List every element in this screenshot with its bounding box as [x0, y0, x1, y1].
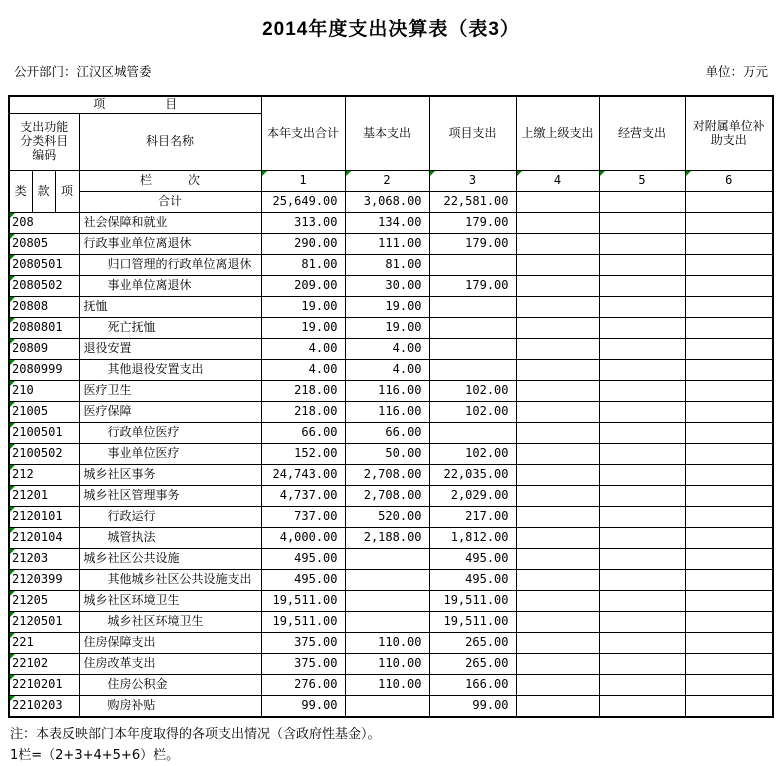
- value-cell: [516, 423, 599, 444]
- table-row: [9, 360, 773, 381]
- subject-name-cell: 行政单位医疗: [79, 423, 261, 444]
- error-triangle-icon: [10, 381, 15, 386]
- table-row: [9, 654, 773, 675]
- expenditure-table: [8, 95, 774, 718]
- table-row: [9, 255, 773, 276]
- value-cell: 102.00: [429, 402, 516, 423]
- value-cell: 110.00: [345, 654, 429, 675]
- value-cell: [429, 360, 516, 381]
- error-triangle-icon: [10, 612, 15, 617]
- value-cell: 19.00: [261, 297, 345, 318]
- table-row: [9, 297, 773, 318]
- value-cell: 218.00: [261, 402, 345, 423]
- error-triangle-icon: [686, 171, 691, 176]
- code-cell: 20809: [9, 339, 79, 360]
- value-cell: 30.00: [345, 276, 429, 297]
- subject-name-cell: 城乡社区管理事务: [79, 486, 261, 507]
- value-cell: [599, 507, 685, 528]
- value-cell: 111.00: [345, 234, 429, 255]
- value-cell: [429, 297, 516, 318]
- value-cell: [599, 234, 685, 255]
- value-cell: [516, 255, 599, 276]
- value-cell: 24,743.00: [261, 465, 345, 486]
- value-cell: [685, 528, 773, 549]
- error-triangle-icon: [10, 360, 15, 365]
- value-cell: [685, 213, 773, 234]
- value-cell: [685, 591, 773, 612]
- value-cell: 66.00: [345, 423, 429, 444]
- value-cell: 99.00: [429, 696, 516, 718]
- department-label: 公开部门：江汉区城管委: [14, 64, 152, 79]
- subject-name-cell: 其他退役安置支出: [79, 360, 261, 381]
- total-row: [9, 192, 773, 213]
- value-cell: 134.00: [345, 213, 429, 234]
- value-cell: [516, 633, 599, 654]
- table-row: [9, 591, 773, 612]
- table-row: [9, 486, 773, 507]
- table-row: [9, 528, 773, 549]
- value-cell: 22,035.00: [429, 465, 516, 486]
- value-cell: 102.00: [429, 444, 516, 465]
- code-cell: 2120399: [9, 570, 79, 591]
- error-triangle-icon: [10, 654, 15, 659]
- subject-name-cell: 城管执法: [79, 528, 261, 549]
- value-cell: 313.00: [261, 213, 345, 234]
- value-cell: 375.00: [261, 654, 345, 675]
- value-cell: [599, 612, 685, 633]
- value-cell: 179.00: [429, 234, 516, 255]
- value-cell: [685, 276, 773, 297]
- value-cell: [516, 339, 599, 360]
- value-cell: [429, 318, 516, 339]
- value-cell: [516, 486, 599, 507]
- unit-label: 单位：万元: [705, 64, 768, 79]
- error-triangle-icon: [430, 171, 435, 176]
- error-triangle-icon: [10, 696, 15, 701]
- error-triangle-icon: [10, 528, 15, 533]
- subject-name-cell: 城乡社区公共设施: [79, 549, 261, 570]
- value-cell: 179.00: [429, 213, 516, 234]
- column-header-operating: 经营支出: [599, 96, 685, 171]
- value-cell: 4.00: [345, 339, 429, 360]
- value-cell: [516, 696, 599, 718]
- error-triangle-icon: [10, 297, 15, 302]
- value-cell: [599, 339, 685, 360]
- value-cell: [599, 654, 685, 675]
- value-cell: 2,708.00: [345, 465, 429, 486]
- value-cell: [685, 339, 773, 360]
- value-cell: [599, 633, 685, 654]
- code-cell: 2100502: [9, 444, 79, 465]
- subject-name-cell: 购房补贴: [79, 696, 261, 718]
- value-cell: [516, 444, 599, 465]
- error-triangle-icon: [10, 255, 15, 260]
- error-triangle-icon: [10, 339, 15, 344]
- total-label-cell: 合计: [79, 192, 261, 213]
- value-cell: [516, 612, 599, 633]
- total-value-cell: [599, 192, 685, 213]
- value-cell: 19,511.00: [429, 591, 516, 612]
- subject-name-cell: 城乡社区环境卫生: [79, 591, 261, 612]
- subject-name-cell: 医疗保障: [79, 402, 261, 423]
- subject-name-cell: 住房改革支出: [79, 654, 261, 675]
- error-triangle-icon: [346, 171, 351, 176]
- value-cell: 116.00: [345, 402, 429, 423]
- subject-name-cell: 死亡抚恤: [79, 318, 261, 339]
- total-value-cell: [516, 192, 599, 213]
- value-cell: [516, 234, 599, 255]
- total-value-cell: 3,068.00: [345, 192, 429, 213]
- table-row: [9, 402, 773, 423]
- footnote-line: 注：本表反映部门本年度取得的各项支出情况（含政府性基金）。: [10, 727, 381, 742]
- code-cell: 21205: [9, 591, 79, 612]
- value-cell: [516, 318, 599, 339]
- value-cell: [516, 465, 599, 486]
- subject-name-cell: 城乡社区环境卫生: [79, 612, 261, 633]
- subject-name-cell: 退役安置: [79, 339, 261, 360]
- table-row: [9, 423, 773, 444]
- subject-name-cell: 行政运行: [79, 507, 261, 528]
- value-cell: [599, 591, 685, 612]
- code-cell: 2080801: [9, 318, 79, 339]
- code-cell: 2210201: [9, 675, 79, 696]
- code-cell: 21005: [9, 402, 79, 423]
- column-header-basic: 基本支出: [345, 96, 429, 171]
- code-cell: 2100501: [9, 423, 79, 444]
- subject-name-cell: 事业单位离退休: [79, 276, 261, 297]
- table-row: [9, 612, 773, 633]
- table-row: [9, 213, 773, 234]
- value-cell: [685, 612, 773, 633]
- subject-name-cell: 城乡社区事务: [79, 465, 261, 486]
- subject-name-cell: 其他城乡社区公共设施支出: [79, 570, 261, 591]
- value-cell: [516, 591, 599, 612]
- error-triangle-icon: [10, 402, 15, 407]
- value-cell: [516, 507, 599, 528]
- error-triangle-icon: [10, 507, 15, 512]
- section-header-cell: 款: [32, 171, 55, 213]
- error-triangle-icon: [517, 171, 522, 176]
- error-triangle-icon: [10, 591, 15, 596]
- value-cell: [516, 360, 599, 381]
- value-cell: [345, 612, 429, 633]
- class-header-cell: 类: [9, 171, 32, 213]
- column-number-cell: 4: [516, 171, 599, 192]
- value-cell: 19.00: [345, 297, 429, 318]
- value-cell: 290.00: [261, 234, 345, 255]
- value-cell: 19,511.00: [261, 612, 345, 633]
- value-cell: [685, 696, 773, 718]
- error-triangle-icon: [10, 465, 15, 470]
- value-cell: 495.00: [429, 549, 516, 570]
- value-cell: [516, 213, 599, 234]
- value-cell: [685, 507, 773, 528]
- header-row-lanci: [9, 171, 773, 192]
- code-cell: 210: [9, 381, 79, 402]
- value-cell: [516, 675, 599, 696]
- code-cell: 22102: [9, 654, 79, 675]
- value-cell: [685, 381, 773, 402]
- table-row: [9, 507, 773, 528]
- total-value-cell: 25,649.00: [261, 192, 345, 213]
- footnote-line: 1栏=（2+3+4+5+6）栏。: [10, 748, 180, 763]
- value-cell: [599, 255, 685, 276]
- value-cell: [599, 444, 685, 465]
- value-cell: 81.00: [345, 255, 429, 276]
- meta-row: [14, 62, 768, 80]
- value-cell: [429, 339, 516, 360]
- value-cell: [599, 402, 685, 423]
- value-cell: 50.00: [345, 444, 429, 465]
- value-cell: 2,029.00: [429, 486, 516, 507]
- code-cell: 2080501: [9, 255, 79, 276]
- value-cell: [599, 360, 685, 381]
- column-header-subsidy: 对附属单位补助支出: [685, 96, 773, 171]
- table-row: [9, 318, 773, 339]
- column-number-cell: 3: [429, 171, 516, 192]
- code-cell: 20808: [9, 297, 79, 318]
- value-cell: [599, 381, 685, 402]
- code-cell: 2080999: [9, 360, 79, 381]
- value-cell: 520.00: [345, 507, 429, 528]
- page-title: 2014年度支出决算表（表3）: [262, 19, 520, 40]
- column-header-project-exp: 项目支出: [429, 96, 516, 171]
- column-number-cell: 1: [261, 171, 345, 192]
- value-cell: 19.00: [261, 318, 345, 339]
- value-cell: 99.00: [261, 696, 345, 718]
- value-cell: [685, 318, 773, 339]
- error-triangle-icon: [262, 171, 267, 176]
- value-cell: [685, 549, 773, 570]
- column-header-upper: 上缴上级支出: [516, 96, 599, 171]
- error-triangle-icon: [600, 171, 605, 176]
- value-cell: [345, 549, 429, 570]
- value-cell: [685, 423, 773, 444]
- value-cell: [516, 402, 599, 423]
- value-cell: 375.00: [261, 633, 345, 654]
- error-triangle-icon: [10, 213, 15, 218]
- value-cell: 218.00: [261, 381, 345, 402]
- value-cell: 66.00: [261, 423, 345, 444]
- value-cell: 495.00: [429, 570, 516, 591]
- value-cell: [599, 276, 685, 297]
- error-triangle-icon: [10, 276, 15, 281]
- value-cell: 4.00: [261, 339, 345, 360]
- table-body: [9, 213, 773, 718]
- value-cell: [599, 213, 685, 234]
- subject-name-cell: 医疗卫生: [79, 381, 261, 402]
- value-cell: 1,812.00: [429, 528, 516, 549]
- value-cell: 110.00: [345, 633, 429, 654]
- code-cell: 2120101: [9, 507, 79, 528]
- value-cell: 217.00: [429, 507, 516, 528]
- value-cell: [345, 570, 429, 591]
- subject-name-cell: 社会保障和就业: [79, 213, 261, 234]
- total-value-cell: [685, 192, 773, 213]
- value-cell: [516, 297, 599, 318]
- subject-name-cell: 事业单位医疗: [79, 444, 261, 465]
- value-cell: [599, 549, 685, 570]
- code-cell: 2120104: [9, 528, 79, 549]
- value-cell: [429, 423, 516, 444]
- error-triangle-icon: [10, 234, 15, 239]
- error-triangle-icon: [10, 444, 15, 449]
- value-cell: 2,708.00: [345, 486, 429, 507]
- value-cell: 4,000.00: [261, 528, 345, 549]
- table-row: [9, 465, 773, 486]
- value-cell: [685, 654, 773, 675]
- code-cell: 21201: [9, 486, 79, 507]
- table-row: [9, 339, 773, 360]
- value-cell: [599, 696, 685, 718]
- code-cell: 208: [9, 213, 79, 234]
- error-triangle-icon: [10, 633, 15, 638]
- subject-header-cell: 科目名称: [79, 114, 261, 171]
- value-cell: 81.00: [261, 255, 345, 276]
- header-row-project: [9, 96, 773, 114]
- value-cell: [685, 402, 773, 423]
- value-cell: [516, 381, 599, 402]
- value-cell: [516, 654, 599, 675]
- value-cell: 116.00: [345, 381, 429, 402]
- value-cell: [685, 486, 773, 507]
- subject-name-cell: 行政事业单位离退休: [79, 234, 261, 255]
- item-header-cell: 项: [55, 171, 79, 213]
- value-cell: [685, 444, 773, 465]
- value-cell: [516, 528, 599, 549]
- value-cell: [599, 318, 685, 339]
- value-cell: 276.00: [261, 675, 345, 696]
- column-number-cell: 5: [599, 171, 685, 192]
- value-cell: [685, 465, 773, 486]
- value-cell: [685, 633, 773, 654]
- table-row: [9, 381, 773, 402]
- value-cell: [599, 570, 685, 591]
- table-row: [9, 276, 773, 297]
- footnotes: [10, 724, 782, 766]
- value-cell: 265.00: [429, 654, 516, 675]
- value-cell: 110.00: [345, 675, 429, 696]
- value-cell: 209.00: [261, 276, 345, 297]
- value-cell: [685, 360, 773, 381]
- value-cell: 166.00: [429, 675, 516, 696]
- value-cell: [685, 570, 773, 591]
- lanci-header-cell: 栏 次: [79, 171, 261, 192]
- value-cell: 2,188.00: [345, 528, 429, 549]
- subject-name-cell: 抚恤: [79, 297, 261, 318]
- code-cell: 2120501: [9, 612, 79, 633]
- code-header-cell: 支出功能分类科目编码: [9, 114, 79, 171]
- value-cell: 265.00: [429, 633, 516, 654]
- subject-name-cell: 归口管理的行政单位离退休: [79, 255, 261, 276]
- value-cell: [345, 696, 429, 718]
- error-triangle-icon: [10, 675, 15, 680]
- column-header-total: 本年支出合计: [261, 96, 345, 171]
- value-cell: 152.00: [261, 444, 345, 465]
- code-cell: 20805: [9, 234, 79, 255]
- value-cell: [345, 591, 429, 612]
- value-cell: [516, 276, 599, 297]
- value-cell: 495.00: [261, 570, 345, 591]
- value-cell: 4,737.00: [261, 486, 345, 507]
- code-cell: 221: [9, 633, 79, 654]
- error-triangle-icon: [10, 570, 15, 575]
- subject-name-cell: 住房保障支出: [79, 633, 261, 654]
- table-row: [9, 444, 773, 465]
- table-row: [9, 633, 773, 654]
- value-cell: [516, 549, 599, 570]
- value-cell: 19.00: [345, 318, 429, 339]
- value-cell: 19,511.00: [261, 591, 345, 612]
- table-row: [9, 549, 773, 570]
- value-cell: 4.00: [345, 360, 429, 381]
- value-cell: 19,511.00: [429, 612, 516, 633]
- value-cell: 4.00: [261, 360, 345, 381]
- value-cell: 737.00: [261, 507, 345, 528]
- value-cell: [685, 234, 773, 255]
- value-cell: [429, 255, 516, 276]
- code-cell: 21203: [9, 549, 79, 570]
- error-triangle-icon: [10, 423, 15, 428]
- value-cell: [685, 297, 773, 318]
- value-cell: 495.00: [261, 549, 345, 570]
- table-row: [9, 570, 773, 591]
- value-cell: 102.00: [429, 381, 516, 402]
- value-cell: 179.00: [429, 276, 516, 297]
- table-row: [9, 696, 773, 718]
- value-cell: [599, 465, 685, 486]
- error-triangle-icon: [10, 486, 15, 491]
- subject-name-cell: 住房公积金: [79, 675, 261, 696]
- column-number-cell: 6: [685, 171, 773, 192]
- error-triangle-icon: [10, 549, 15, 554]
- column-number-cell: 2: [345, 171, 429, 192]
- code-cell: 2210203: [9, 696, 79, 718]
- value-cell: [685, 255, 773, 276]
- value-cell: [516, 570, 599, 591]
- value-cell: [599, 528, 685, 549]
- value-cell: [599, 486, 685, 507]
- total-value-cell: 22,581.00: [429, 192, 516, 213]
- table-row: [9, 234, 773, 255]
- error-triangle-icon: [10, 318, 15, 323]
- value-cell: [599, 675, 685, 696]
- code-cell: 2080502: [9, 276, 79, 297]
- value-cell: [599, 297, 685, 318]
- value-cell: [685, 675, 773, 696]
- table-row: [9, 675, 773, 696]
- project-header-cell: 项 目: [9, 96, 261, 114]
- code-cell: 212: [9, 465, 79, 486]
- value-cell: [599, 423, 685, 444]
